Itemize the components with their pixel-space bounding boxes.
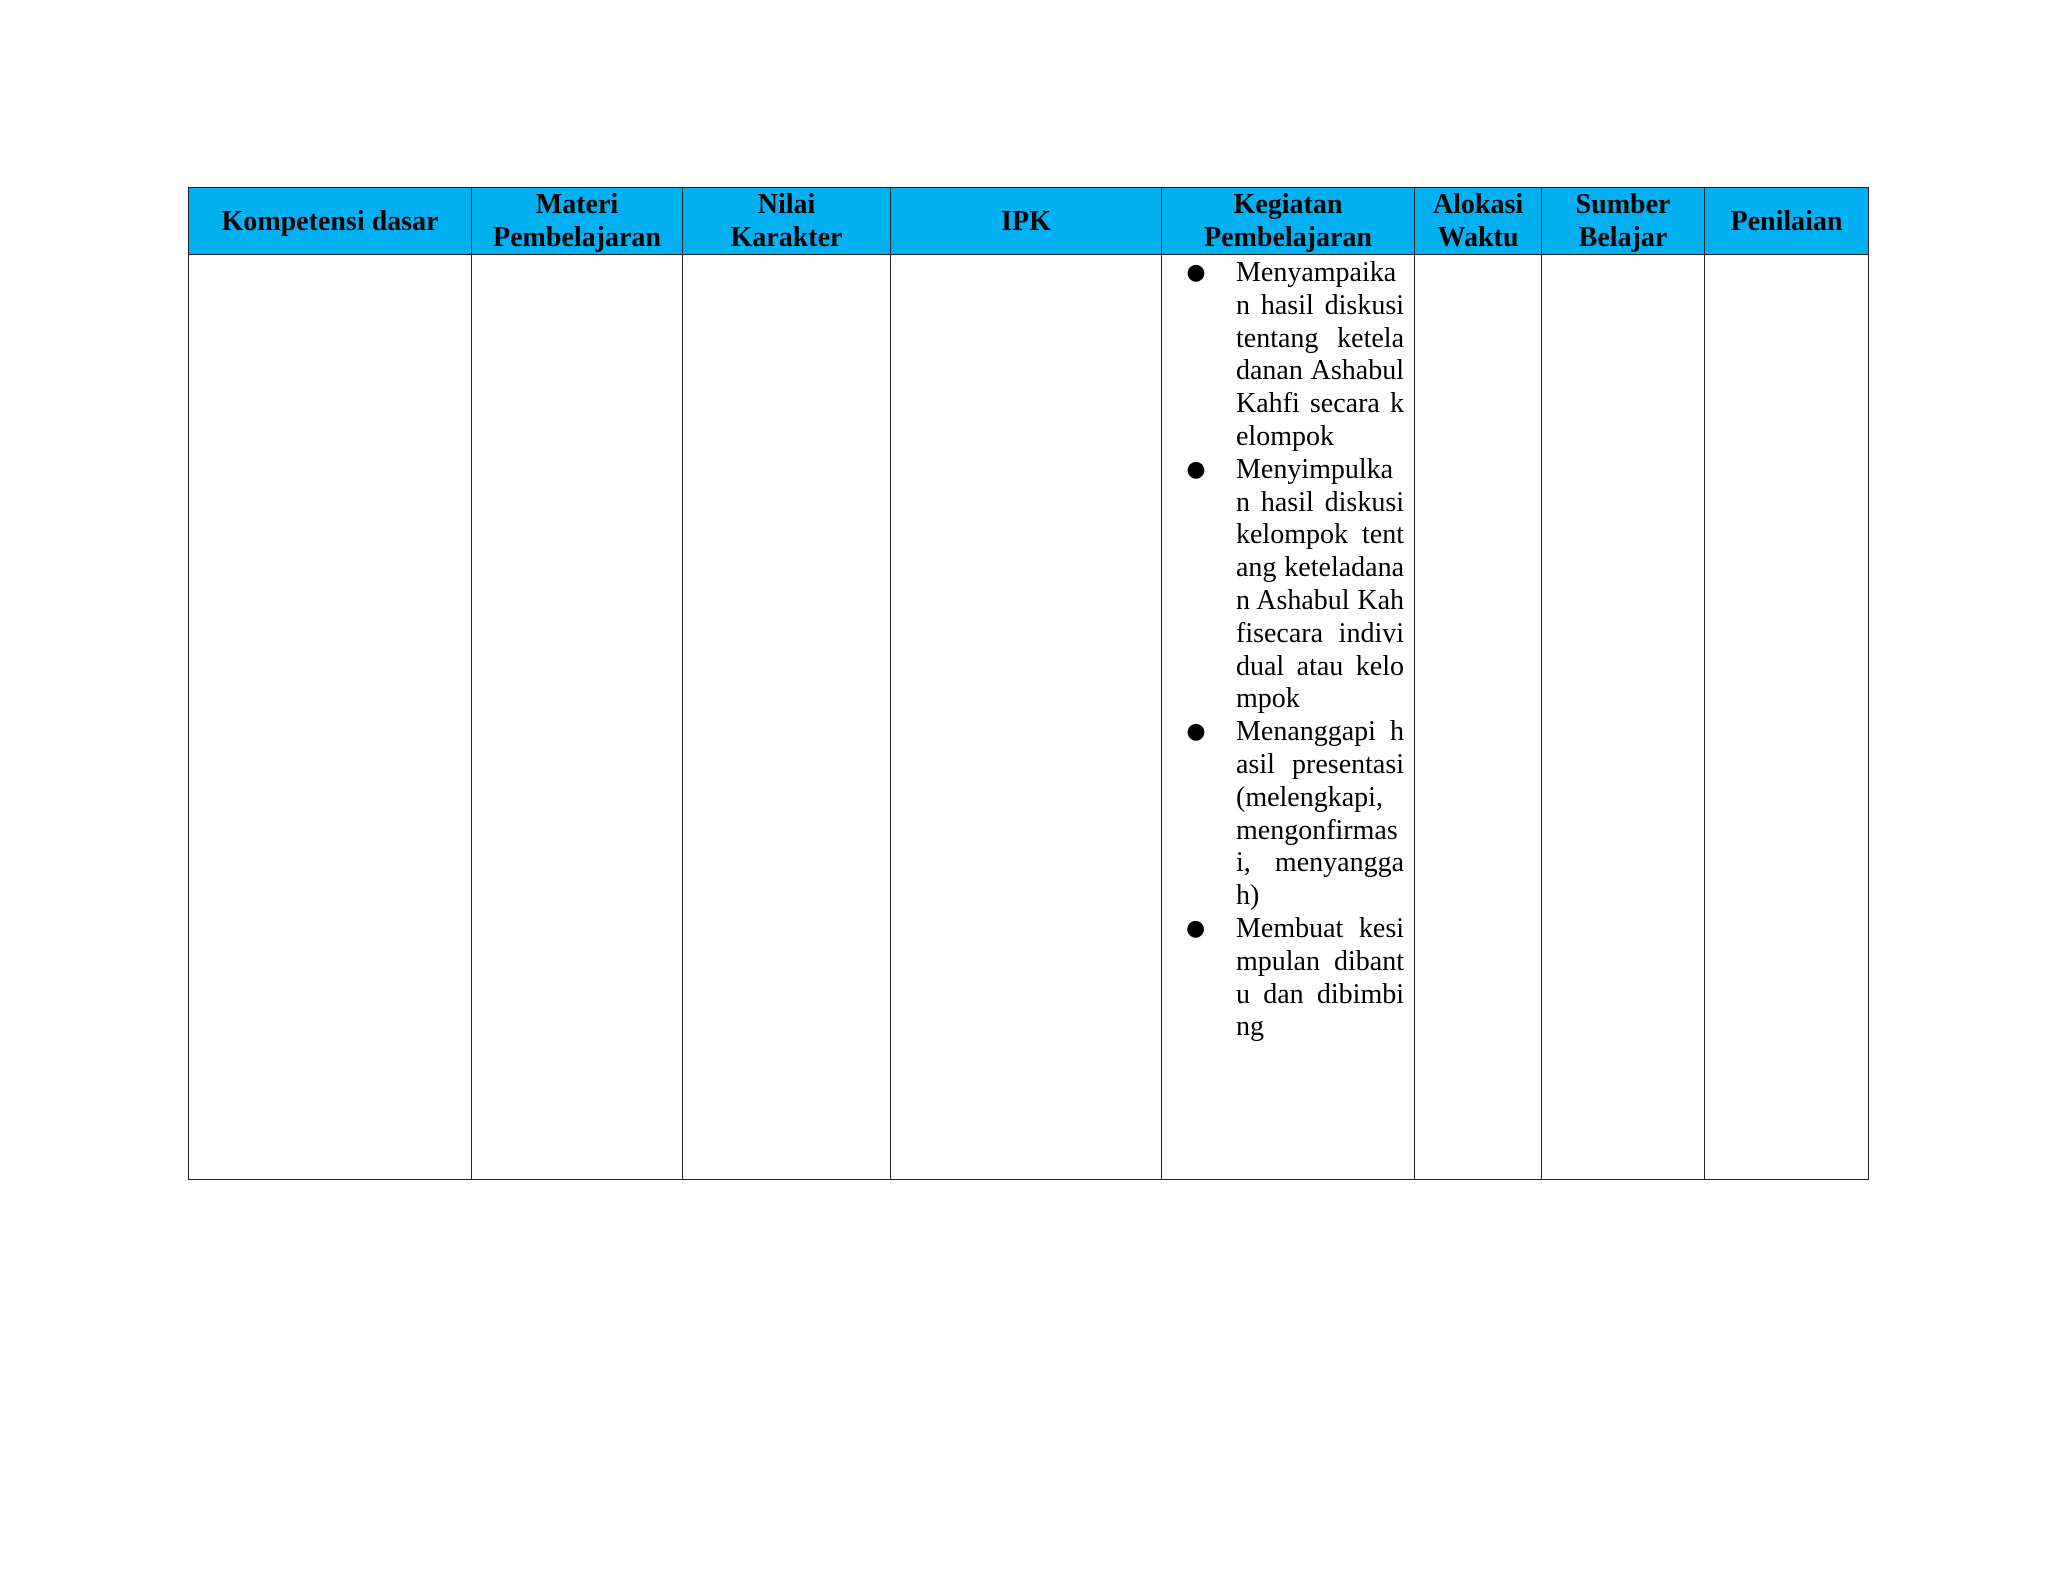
cell-alokasi-waktu [1415,255,1542,1180]
header-label: Kompetensi dasar [221,205,439,237]
header-penilaian [1705,188,1869,255]
header-alokasi-waktu [1415,188,1542,255]
list-item [1162,716,1404,913]
table-header-row [189,188,1869,255]
header-label-line2: Belajar [1578,222,1668,253]
header-label-line2: Waktu [1437,222,1519,253]
header-ipk [891,188,1162,255]
header-label-line2: Pembelajaran [493,222,661,253]
activity-text: Menyimpulkan hasil diskusi kelompok tentang keteladanan Ashabul Kahfisecara individual atau kelompok [1236,453,1404,715]
cell-materi-pembelajaran [472,255,683,1180]
list-item [1162,913,1404,1044]
header-nilai-karakter [683,188,891,255]
activity-text: Menyampaikan hasil diskusi tentang keteladanan Ashabul Kahfi secara kelompok [1236,257,1404,452]
header-kompetensi-dasar [189,188,472,255]
header-kegiatan-pembelajaran [1162,188,1415,255]
list-item [1162,255,1404,454]
bullet-icon: ● [1186,456,1206,482]
activity-list [1162,255,1414,1044]
cell-nilai-karakter [683,255,891,1180]
activity-text: Membuat kesimpulan dibantu dan dibimbing [1236,912,1404,1043]
header-sumber-belajar [1542,188,1705,255]
activity-text: Menanggapi hasil presentasi (melengkapi, mengonfirmasi, menyanggah) [1236,716,1404,912]
header-label-line2: Karakter [730,222,843,253]
bullet-icon: ● [1186,719,1206,745]
header-label-line1: Nilai [757,189,816,220]
header-label-line1: Materi [535,189,619,220]
list-item [1162,454,1404,716]
header-label-line1: Alokasi [1432,189,1524,220]
table-row [189,255,1869,1180]
cell-kegiatan-pembelajaran [1162,255,1415,1180]
cell-ipk [891,255,1162,1180]
lesson-plan-table [188,187,1869,1180]
bullet-icon: ● [1186,260,1206,285]
header-label: IPK [1001,205,1051,237]
header-materi-pembelajaran [472,188,683,255]
header-label-line1: Kegiatan [1233,189,1343,220]
bullet-icon: ● [1186,915,1206,941]
header-label-line2: Pembelajaran [1204,222,1372,253]
cell-penilaian [1705,255,1869,1180]
cell-kompetensi-dasar [189,255,472,1180]
header-label: Penilaian [1730,205,1843,237]
header-label-line1: Sumber [1575,189,1671,220]
cell-sumber-belajar [1542,255,1705,1180]
